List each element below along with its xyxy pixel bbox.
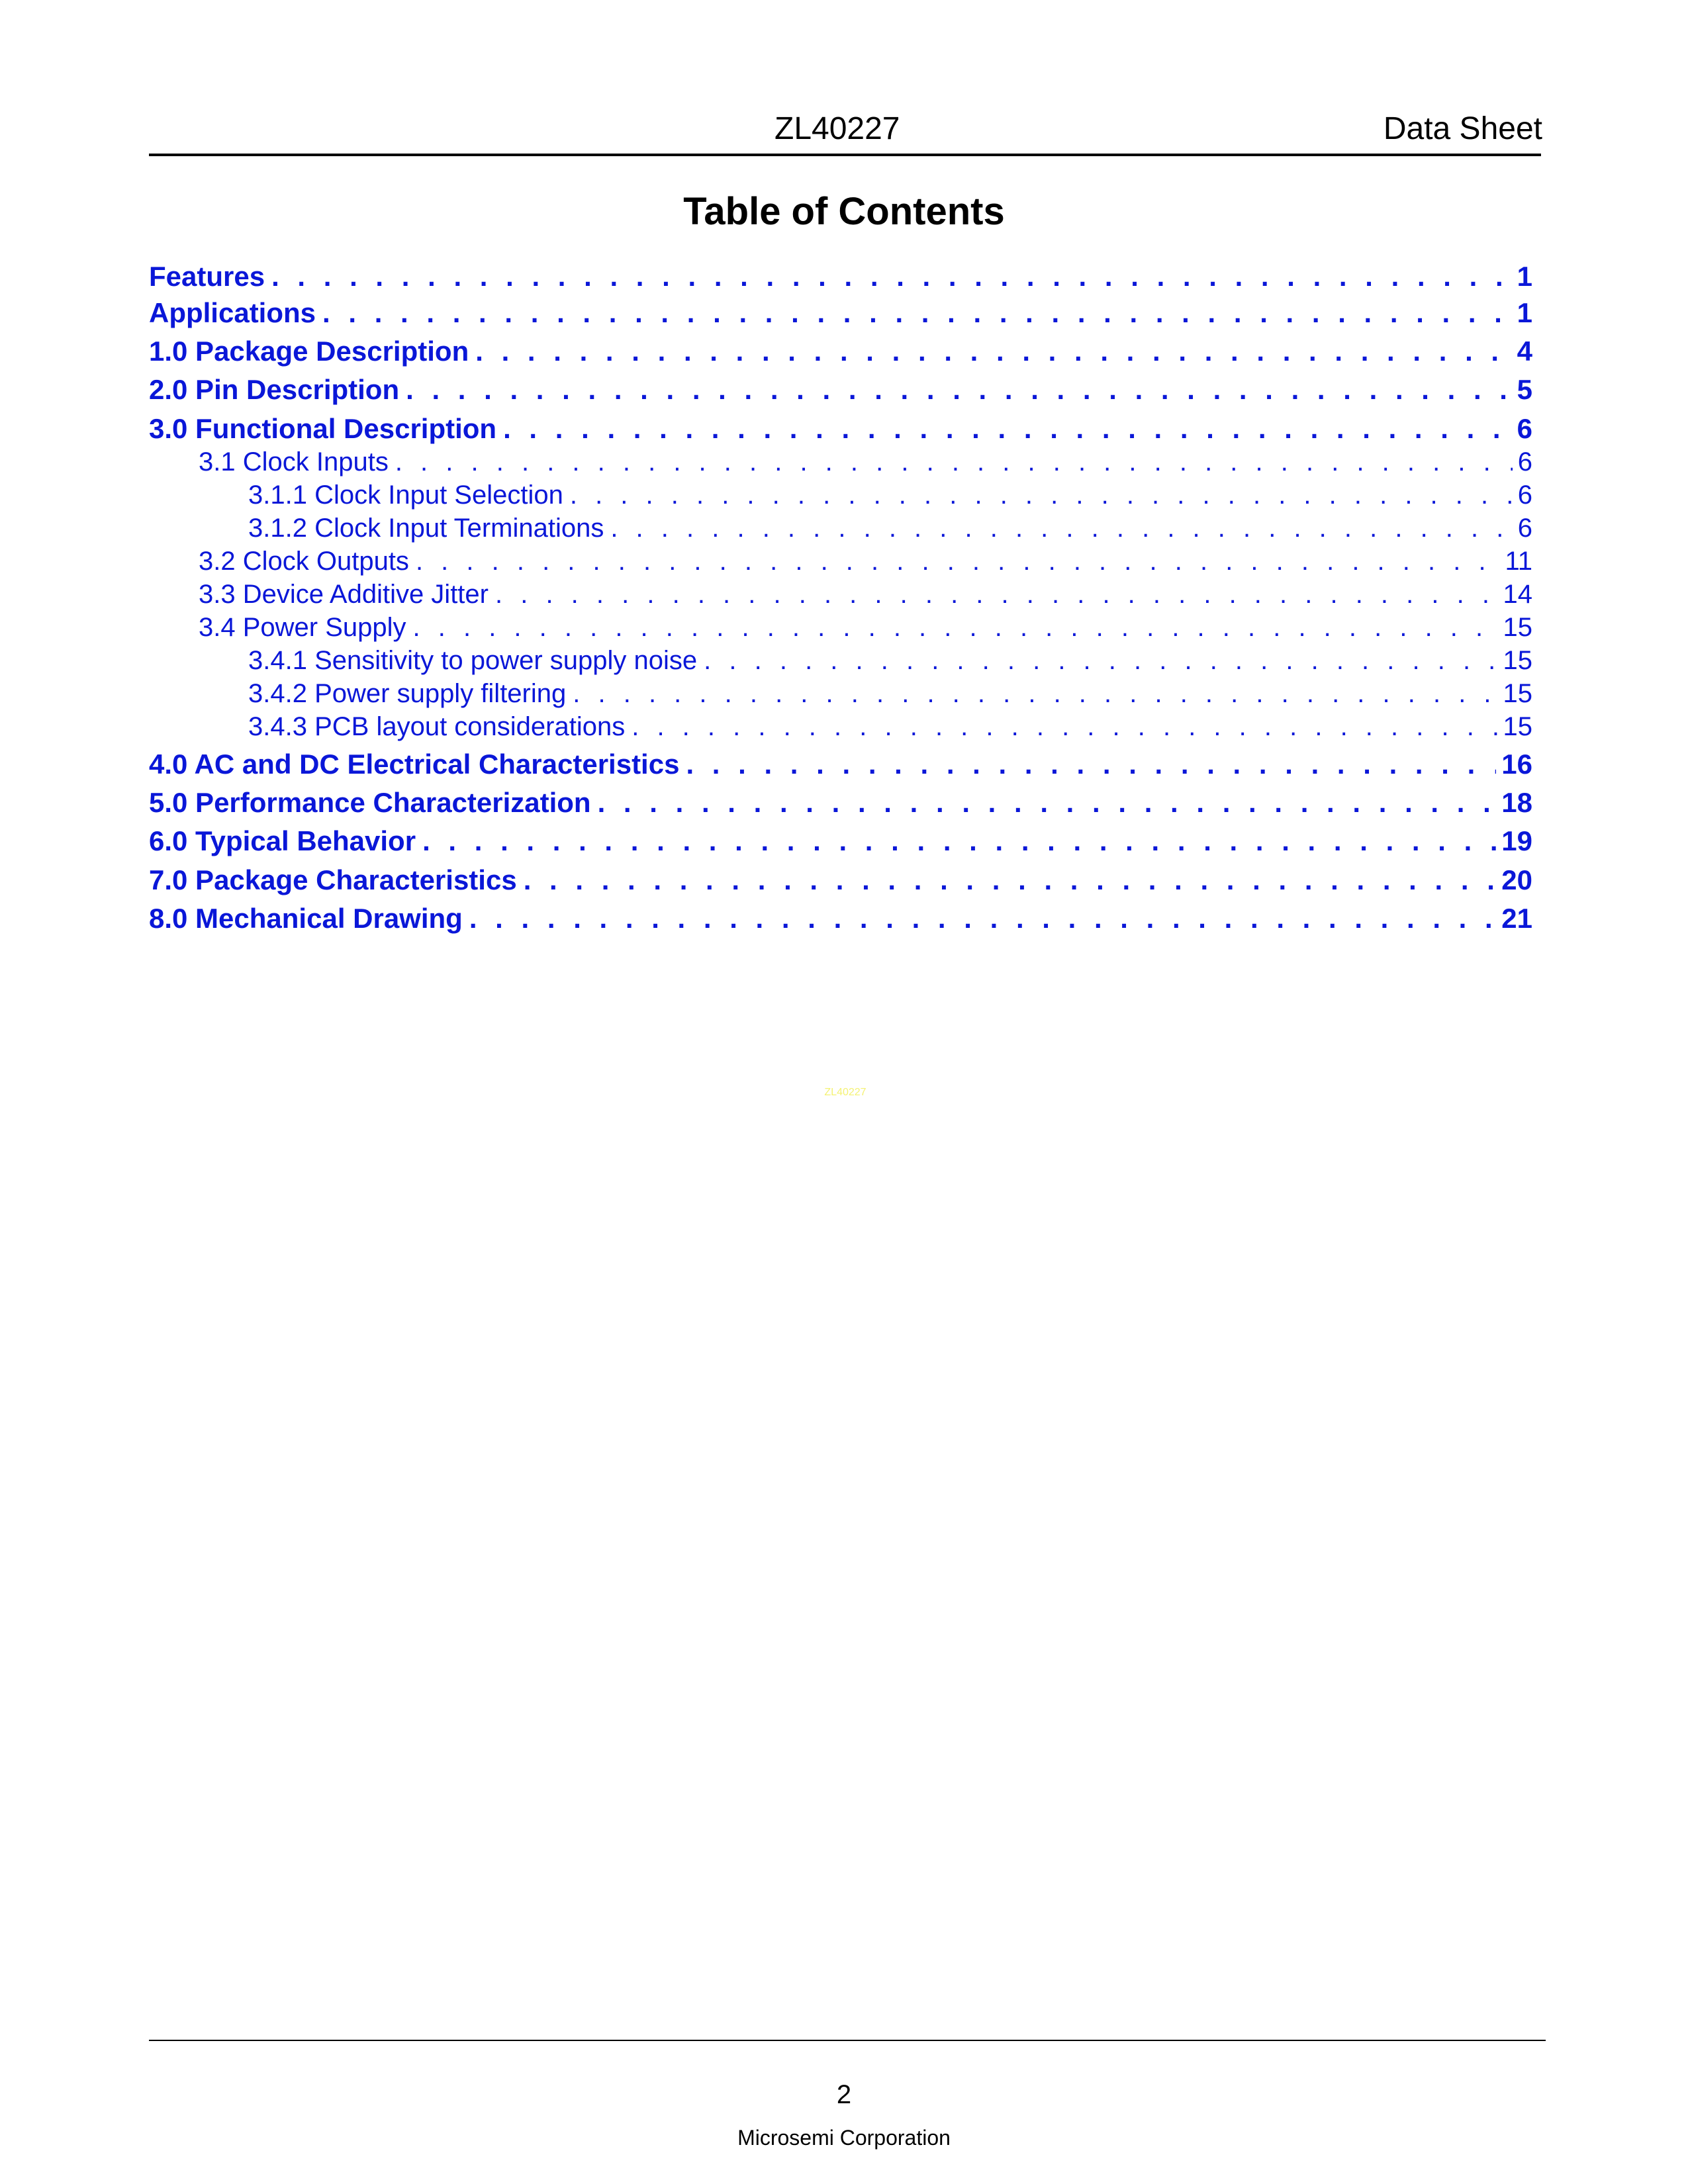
toc-page-number: 15 <box>1503 646 1532 675</box>
toc-entry-title: 3.1.1 Clock Input Selection <box>248 480 563 510</box>
toc-entry-title: 3.3 Device Additive Jitter <box>199 580 489 609</box>
toc-page-number: 15 <box>1503 712 1532 741</box>
toc-entry-pcb-layout-considerations[interactable] <box>149 710 1532 743</box>
toc-leader-dots <box>610 512 1512 545</box>
watermark-stamp: ZL40227 <box>824 1087 867 1098</box>
toc-entry-title: 1.0 Package Description <box>149 336 469 367</box>
toc-leader-dots <box>598 784 1497 821</box>
toc-entry-title: 6.0 Typical Behavior <box>149 825 416 856</box>
toc-page-number: 6 <box>1517 447 1532 477</box>
toc-entry-title: 3.4.2 Power supply filtering <box>248 679 567 708</box>
toc-entry-title: 3.0 Functional Description <box>149 413 497 444</box>
toc-leader-dots <box>475 333 1511 370</box>
toc-page-number: 19 <box>1501 825 1532 856</box>
toc-entry-title: 4.0 AC and DC Electrical Characteristics <box>149 749 680 780</box>
toc-page-number: 20 <box>1501 864 1532 895</box>
document-type: Data Sheet <box>1383 111 1542 146</box>
toc-entry-typical-behavior[interactable] <box>149 823 1532 860</box>
toc-leader-dots <box>271 258 1512 295</box>
toc-entry-features[interactable] <box>149 258 1532 295</box>
toc-leader-dots <box>632 710 1497 743</box>
toc-page-number: 21 <box>1501 903 1532 934</box>
toc-entry-ac-dc-electrical-characteristics[interactable] <box>149 746 1532 783</box>
toc-leader-dots <box>495 578 1498 611</box>
page-number: 2 <box>836 2080 852 2109</box>
toc-leader-dots <box>422 823 1496 860</box>
toc-leader-dots <box>704 644 1497 677</box>
toc-entry-title: 8.0 Mechanical Drawing <box>149 903 463 934</box>
toc-entry-title: Applications <box>149 297 316 328</box>
toc-page-number: 11 <box>1505 547 1532 576</box>
toc-leader-dots <box>406 371 1512 408</box>
toc-page-number: 1 <box>1517 261 1532 292</box>
toc-entry-sensitivity-to-power-supply-noise[interactable] <box>149 644 1532 677</box>
toc-leader-dots <box>570 478 1513 512</box>
toc-leader-dots <box>573 677 1497 710</box>
toc-entry-power-supply[interactable] <box>149 611 1532 644</box>
toc-page-number: 6 <box>1517 413 1532 444</box>
toc-entry-title: 3.2 Clock Outputs <box>199 547 409 576</box>
toc-entry-title: 3.4 Power Supply <box>199 613 406 642</box>
toc-entry-title: 7.0 Package Characteristics <box>149 864 517 895</box>
toc-entry-title: 3.1 Clock Inputs <box>199 447 389 477</box>
toc-page-number: 5 <box>1517 374 1532 405</box>
toc-entry-performance-characterization[interactable] <box>149 784 1532 821</box>
toc-leader-dots <box>524 862 1497 899</box>
toc-entry-applications[interactable] <box>149 295 1532 332</box>
table-of-contents <box>149 0 1532 993</box>
toc-leader-dots <box>413 611 1498 644</box>
toc-entry-title: Features <box>149 261 265 292</box>
toc-leader-dots <box>416 545 1500 578</box>
toc-entry-title: 5.0 Performance Characterization <box>149 787 591 818</box>
toc-entry-package-description[interactable] <box>149 333 1532 370</box>
toc-title: Table of Contents <box>683 190 1005 233</box>
toc-entry-power-supply-filtering[interactable] <box>149 677 1532 710</box>
footer-divider <box>149 2040 1546 2041</box>
footer-company: Microsemi Corporation <box>737 2126 951 2150</box>
toc-page-number: 14 <box>1503 580 1532 609</box>
toc-page-number: 15 <box>1503 679 1532 708</box>
toc-entry-functional-description[interactable] <box>149 410 1532 447</box>
toc-entry-pin-description[interactable] <box>149 371 1532 408</box>
document-id: ZL40227 <box>774 111 900 146</box>
toc-page-number: 15 <box>1503 613 1532 642</box>
toc-entry-title: 2.0 Pin Description <box>149 374 400 405</box>
toc-entry-clock-inputs[interactable] <box>149 445 1532 478</box>
toc-page-number: 1 <box>1517 297 1532 328</box>
toc-leader-dots <box>503 410 1512 447</box>
toc-entry-clock-input-selection[interactable] <box>149 478 1532 512</box>
toc-entry-device-additive-jitter[interactable] <box>149 578 1532 611</box>
toc-page-number: 6 <box>1517 514 1532 543</box>
toc-entry-title: 3.4.3 PCB layout considerations <box>248 712 626 741</box>
toc-entry-package-characteristics[interactable] <box>149 862 1532 899</box>
toc-leader-dots <box>469 900 1496 937</box>
toc-page-number: 16 <box>1501 749 1532 780</box>
toc-leader-dots <box>322 295 1512 332</box>
toc-entry-clock-input-terminations[interactable] <box>149 512 1532 545</box>
toc-page-number: 6 <box>1517 480 1532 510</box>
toc-page-number: 4 <box>1517 336 1532 367</box>
toc-leader-dots <box>395 445 1513 478</box>
toc-entry-mechanical-drawing[interactable] <box>149 900 1532 937</box>
toc-leader-dots <box>686 746 1496 783</box>
toc-page-number: 18 <box>1501 787 1532 818</box>
toc-entry-title: 3.1.2 Clock Input Terminations <box>248 514 604 543</box>
toc-entry-title: 3.4.1 Sensitivity to power supply noise <box>248 646 698 675</box>
toc-entry-clock-outputs[interactable] <box>149 545 1532 578</box>
